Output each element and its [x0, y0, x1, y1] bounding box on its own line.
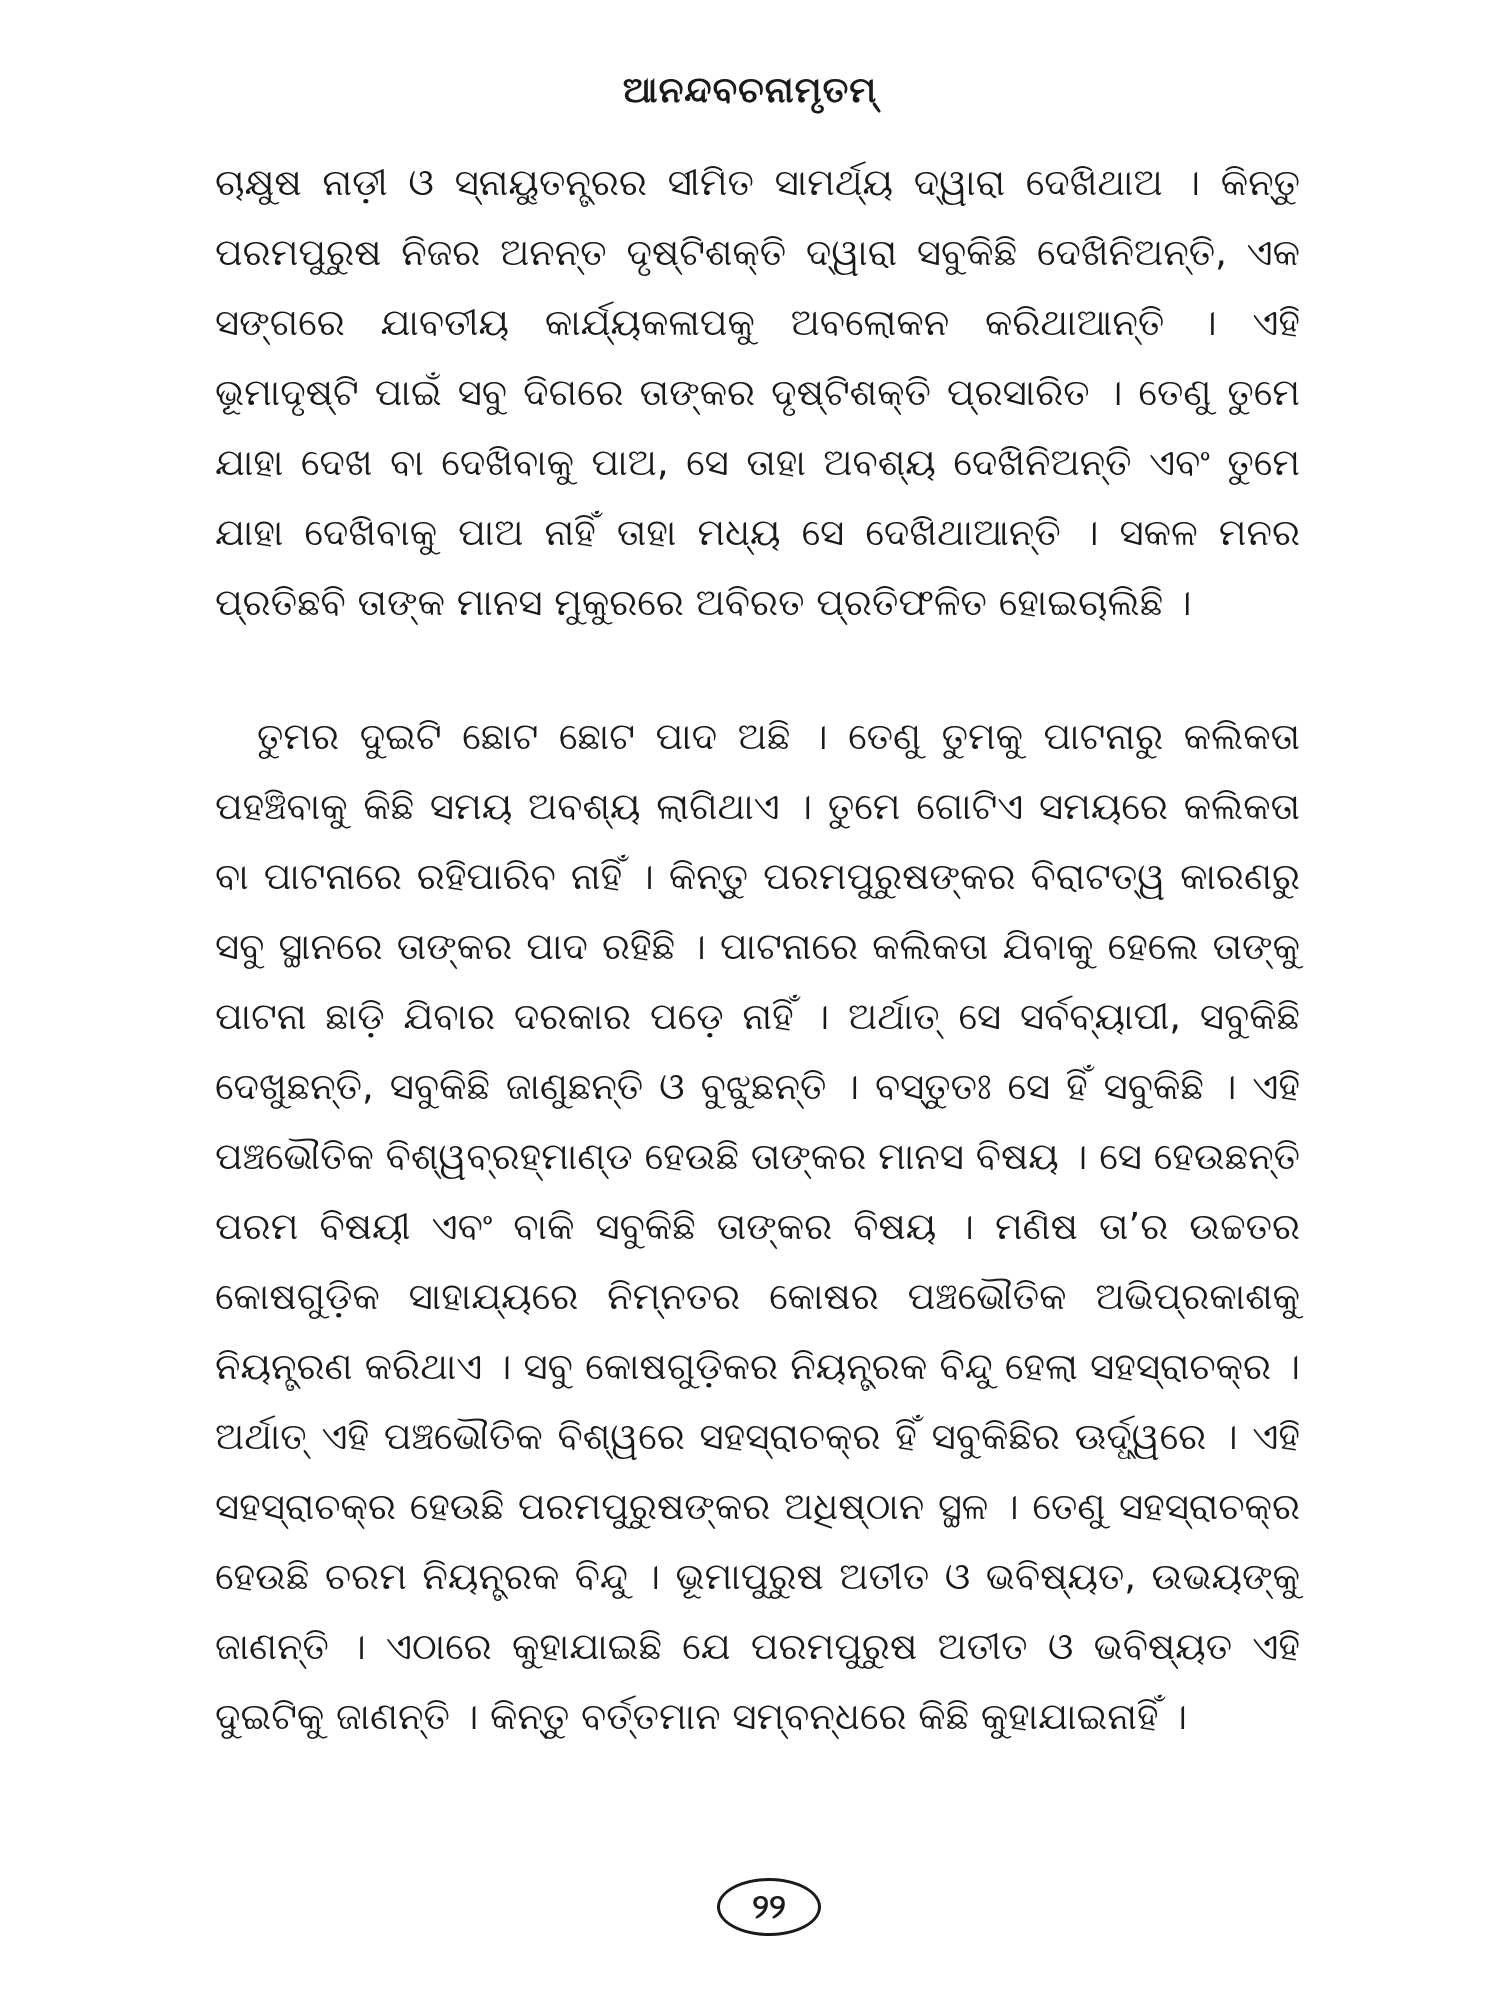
paragraph-2: ତୁମର ଦୁଇଟି ଛୋଟ ଛୋଟ ପାଦ ଅଛି । ତେଣୁ ତୁମକୁ ପାଟନାରୁ କଲିକତା ପହଞ୍ଚିବାକୁ କିଛି ସମୟ ଅବଶ୍ୟ ଲାଗିଥାଏ । ତୁମେ ଗୋଟିଏ ସମୟରେ କଲିକତା ବା ପାଟନାରେ ରହିପାରିବ ନାହିଁ । କିନ୍ତୁ ପରମପୁରୁଷଙ୍କର ବିରାଟତ୍ୱ କାରଣରୁ ସବୁ ସ୍ଥାନରେ ତାଙ୍କର ପାଦ ରହିଛି । ପାଟନାରେ କଲିକତା ଯିବାକୁ ହେଲେ ତାଙ୍କୁ ପାଟନା ଛାଡ଼ି ଯିବାର ଦରକାର ପଡ଼େ ନାହିଁ । ଅର୍ଥାତ୍ ସେ ସର୍ବବ୍ୟାପୀ, ସବୁକିଛି ଦେଖୁଛନ୍ତି, ସବୁକିଛି ଜାଣୁଛନ୍ତି ଓ ବୁଝୁଛନ୍ତି । ବସ୍ତୁତଃ ସେ ହିଁ ସବୁକିଛି । ଏହି ପଞ୍ଚଭୌତିକ ବିଶ୍ୱବ୍ରହ୍ମାଣ୍ଡ ହେଉଛି ତାଙ୍କର ମାନସ ବିଷୟ । ସେ ହେଉଛନ୍ତି ପରମ ବିଷୟୀ ଏବଂ ବାକି ସବୁକିଛି ତାଙ୍କର ବିଷୟ । ମଣିଷ ତା’ର ଉଚ୍ଚତର କୋଷଗୁଡ଼ିକ ସାହାଯ୍ୟରେ ନିମ୍ନତର କୋଷର ପଞ୍ଚଭୌତିକ ଅଭିପ୍ରକାଶକୁ ନିୟନ୍ତ୍ରଣ କରିଥାଏ । ସବୁ କୋଷଗୁଡ଼ିକର ନିୟନ୍ତ୍ରକ ବିନ୍ଦୁ ହେଲା ସହସ୍ରାଚକ୍ର । ଅର୍ଥାତ୍ ଏହି ପଞ୍ଚଭୌତିକ ବିଶ୍ୱରେ ସହସ୍ରାଚକ୍ର ହିଁ ସବୁକିଛିର ଊର୍ଦ୍ଧ୍ୱରେ । ଏହି ସହସ୍ରାଚକ୍ର ହେଉଛି ପରମପୁରୁଷଙ୍କର ଅଧିଷ୍ଠାନ ସ୍ଥଳ । ତେଣୁ ସହସ୍ରାଚକ୍ର ହେଉଛି ଚରମ ନିୟନ୍ତ୍ରକ ବିନ୍ଦୁ । ଭୂମାପୁରୁଷ ଅତୀତ ଓ ଭବିଷ୍ୟତ, ଉଭୟଙ୍କୁ ଜାଣନ୍ତି । ଏଠାରେ କୁହାଯାଇଛି ଯେ ପରମପୁରୁଷ ଅତୀତ ଓ ଭବିଷ୍ୟତ ଏହି ଦୁଇଟିକୁ ଜାଣନ୍ତି । କିନ୍ତୁ ବର୍ତ୍ତମାନ ସମ୍ବନ୍ଧରେ କିଛି କୁହାଯାଇନାହିଁ । [215, 715, 1300, 1738]
page-number-label: ୨୨ [752, 1887, 786, 1927]
running-header: ଆନନ୍ଦବଚନାମୃତମ୍ [622, 70, 878, 111]
paragraph-1: ଚାକ୍ଷୁଷ ନାଡ଼ୀ ଓ ସ୍ନାୟୁତନ୍ତ୍ରର ସୀମିତ ସାମର୍ଥ୍ୟ ଦ୍ୱାରା ଦେଖିଥାଅ । କିନ୍ତୁ ପରମପୁରୁଷ ନିଜର ଅନନ୍ତ ଦୃଷ୍ଟିଶକ୍ତି ଦ୍ୱାରା ସବୁକିଛି ଦେଖିନିଅନ୍ତି, ଏକ ସଙ୍ଗରେ ଯାବତୀୟ କାର୍ଯ୍ୟକଳାପକୁ ଅବଲୋକନ କରିଥାଆନ୍ତି । ଏହି ଭୂମାଦୃଷ୍ଟି ପାଇଁ ସବୁ ଦିଗରେ ତାଙ୍କର ଦୃଷ୍ଟିଶକ୍ତି ପ୍ରସାରିତ । ତେଣୁ ତୁମେ ଯାହା ଦେଖ ବା ଦେଖିବାକୁ ପାଅ, ସେ ତାହା ଅବଶ୍ୟ ଦେଖିନିଅନ୍ତି ଏବଂ ତୁମେ ଯାହା ଦେଖିବାକୁ ପାଅ ନାହିଁ ତାହା ମଧ୍ୟ ସେ ଦେଖିଥାଆନ୍ତି । ସକଳ ମନର ପ୍ରତିଛବି ତାଙ୍କ ମାନସ ମୁକୁରରେ ଅବିରତ ପ୍ରତିଫଳିତ ହୋଇଚାଲିଛି । [215, 161, 1300, 624]
page-number [717, 1878, 821, 1936]
